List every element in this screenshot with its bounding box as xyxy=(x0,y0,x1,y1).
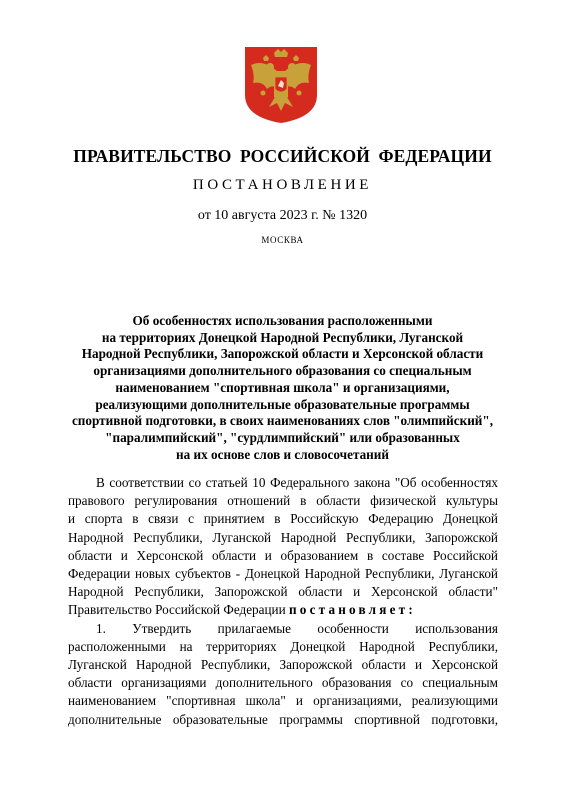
preamble-line: правового регулирования отношений в области физической культуры xyxy=(68,493,498,509)
item-1-line: наименованием "спортивная школа" и организациями, реализующими xyxy=(68,693,498,709)
item-1-line: 1. Утвердить прилагаемые особенности использования xyxy=(96,620,498,636)
preamble-closing-line xyxy=(68,601,498,619)
title-line: Народной Республики, Запорожской области и Херсонской области xyxy=(81,346,484,362)
document-date-number: от 10 августа 2023 г. № 1320 xyxy=(197,208,368,223)
preamble-line: и спорта в связи с принятием в Российскую Федерацию Донецкой xyxy=(68,511,498,527)
title-line: реализующими дополнительные образовательные программы xyxy=(95,396,470,412)
document-body xyxy=(68,474,498,729)
preamble-line: Народной Республики, Луганской Народной Республики, Запорожской xyxy=(68,529,498,545)
decree-keyword: постановляет: xyxy=(288,602,416,618)
title-line: организациями дополнительного образования со специальным xyxy=(93,363,472,379)
document-city: МОСКВА xyxy=(261,235,304,245)
title-line: наименованием "спортивная школа" и организациями, xyxy=(115,379,450,395)
preamble-line: области и Херсонской области и образованием в составе Российской xyxy=(68,547,498,563)
russian-coat-of-arms-icon xyxy=(243,45,319,125)
title-line: на территориях Донецкой Народной Республики, Луганской xyxy=(101,329,464,345)
item-1-line: Луганской Народной Республики, Запорожской области и Херсонской xyxy=(68,657,498,673)
title-line: на их основе слов и словосочетаний xyxy=(176,446,389,462)
item-1-line: дополнительные образовательные программы спортивной подготовки, xyxy=(68,711,498,727)
title-line: спортивной подготовки, в своих наименованиях слов "олимпийский", xyxy=(71,413,494,429)
title-line: "паралимпийский", "сурдлимпийский" или образованных xyxy=(105,429,460,445)
document-type: ПОСТАНОВЛЕНИЕ xyxy=(192,177,373,193)
preamble-line: Федерации новых субъектов - Донецкой Народной Республики, Луганской xyxy=(68,566,498,582)
item-1-line: области организациями дополнительного образования со специальным xyxy=(68,675,498,691)
title-line: Об особенностях использования расположенными xyxy=(132,313,433,328)
preamble-line: Народной Республики, Запорожской области и Херсонской области" xyxy=(68,584,498,600)
preamble-closing-text: Правительство Российской Федерации xyxy=(68,602,289,618)
item-1-line: расположенными на территориях Донецкой Народной Республики, xyxy=(68,638,498,654)
resolution-title xyxy=(40,313,525,463)
preamble-line: В соответствии со статьей 10 Федерального закона "Об особенностях xyxy=(96,475,498,490)
government-title: ПРАВИТЕЛЬСТВО РОССИЙСКОЙ ФЕДЕРАЦИИ xyxy=(73,146,492,166)
